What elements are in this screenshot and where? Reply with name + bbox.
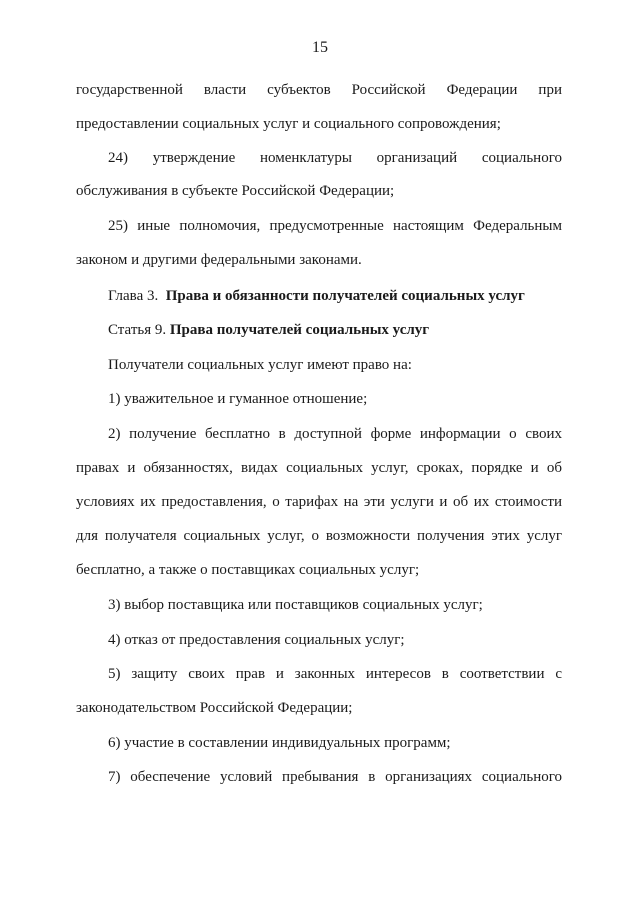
text-line: предоставлении социальных услуг и социального сопровождения;	[76, 116, 501, 132]
list-item: 7) обеспечение условий пребывания в организациях социального	[108, 769, 562, 785]
article-prefix: Статья 9.	[108, 322, 167, 338]
text-line: условиях их предоставления, о тарифах на эти услуги и об их стоимости	[76, 494, 562, 510]
text-line: законодательством Российской Федерации;	[76, 700, 353, 716]
article-heading	[108, 320, 429, 340]
text-line: для получателя социальных услуг, о возможности получения этих услуг	[76, 528, 562, 544]
text-line: обслуживания в субъекте Российской Федерации;	[76, 183, 395, 199]
text-line: 25) иные полномочия, предусмотренные настоящим Федеральным	[108, 218, 562, 234]
chapter-prefix: Глава 3.	[108, 288, 159, 304]
chapter-title: Права и обязанности получателей социальных услуг	[165, 288, 525, 304]
chapter-heading	[108, 286, 525, 306]
list-item: 4) отказ от предоставления социальных услуг;	[108, 632, 405, 648]
list-item: 1) уважительное и гуманное отношение;	[108, 391, 368, 407]
text-line: Получатели социальных услуг имеют право на:	[108, 357, 412, 373]
list-item: 2) получение бесплатно в доступной форме информации о своих	[108, 426, 562, 442]
page-number: 15	[312, 39, 328, 56]
list-item: 3) выбор поставщика или поставщиков социальных услуг;	[108, 597, 483, 613]
text-line: законом и другими федеральными законами.	[76, 252, 362, 268]
text-line: правах и обязанностях, видах социальных услуг, сроках, порядке и об	[76, 460, 562, 476]
list-item: 6) участие в составлении индивидуальных программ;	[108, 735, 451, 751]
list-item: 5) защиту своих прав и законных интересов в соответствии с	[108, 666, 562, 682]
text-line: бесплатно, а также о поставщиках социальных услуг;	[76, 562, 420, 578]
text-line: государственной власти субъектов Российской Федерации при	[76, 82, 562, 98]
article-title: Права получателей социальных услуг	[169, 322, 430, 338]
text-line: 24) утверждение номенклатуры организаций социального	[108, 150, 562, 166]
